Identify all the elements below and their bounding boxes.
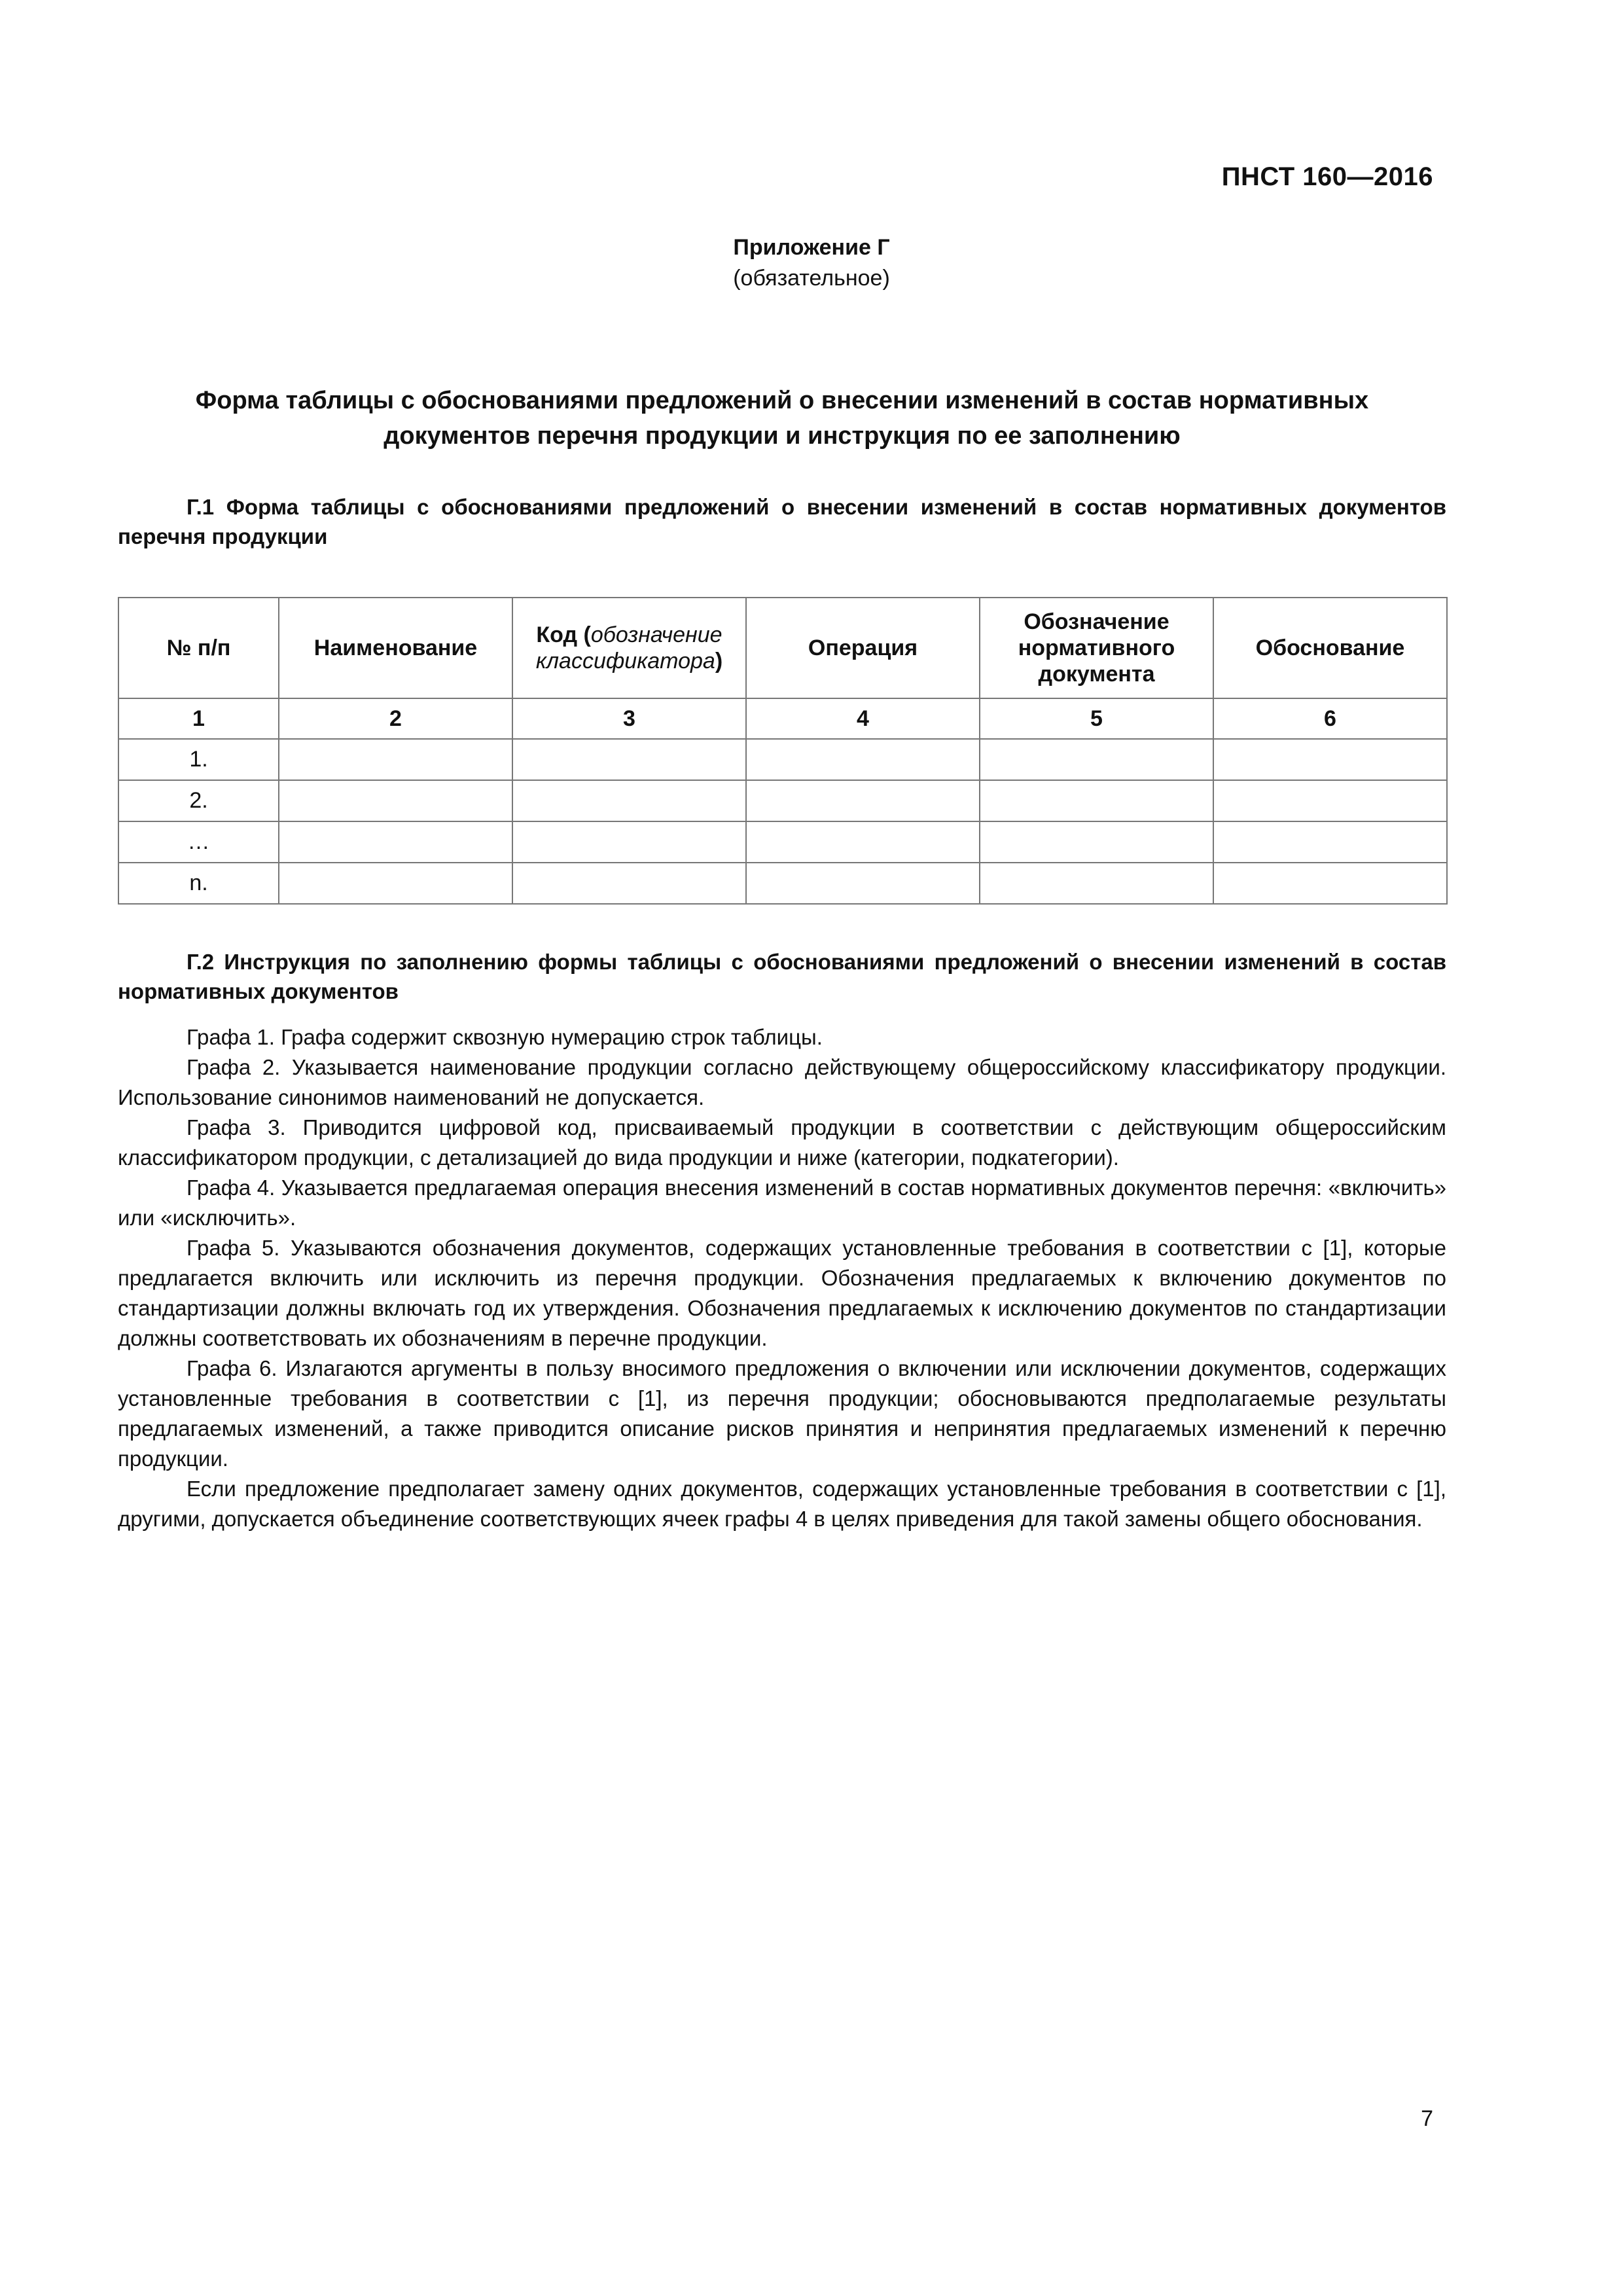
empty-cell [746,780,980,821]
header-cell-number: № п/п [118,598,279,698]
main-title [118,383,1446,454]
paragraph-column-6: Графа 6. Излагаются аргументы в пользу вносимого предложения о включении или исключении документов, содержащих установленные требования в соответствии с [1], из перечня продукции; обосновываются предполагаемые результаты предлагаемых изменений, а также приводится описание рисков принятия и непринятия предлагаемых изменений к перечню продукции. [118,1356,1446,1471]
row-number: 2. [118,780,279,821]
empty-cell [1213,780,1447,821]
table-row [118,780,1447,821]
empty-cell [746,863,980,904]
column-number: 6 [1213,698,1447,739]
empty-cell [279,863,512,904]
section-1-heading: Г.1 Форма таблицы с обоснованиями предложений о внесении изменений в состав нормативных документов перечня продукции [118,495,1446,548]
empty-cell [980,780,1213,821]
instructions-body [118,1022,1446,1534]
paragraph-column-4: Графа 4. Указывается предлагаемая операция внесения изменений в состав нормативных документов перечня: «включить» или «исключить». [118,1175,1446,1230]
table-row [118,821,1447,863]
paragraph-column-2: Графа 2. Указывается наименование продукции согласно действующему общероссийскому классификатору продукции. Использование синонимов наименований не допускается. [118,1055,1446,1109]
appendix-subtitle: (обязательное) [733,266,890,291]
table-row [118,863,1447,904]
main-title-line-2: документов перечня продукции и инструкция по ее заполнению [383,422,1181,450]
header-cell-document: Обозначение нормативного документа [980,598,1213,698]
appendix-title: Приложение Г [733,235,890,260]
empty-cell [279,821,512,863]
column-number: 3 [512,698,746,739]
header-code-italic: обозначение классификатора [535,622,722,673]
empty-cell [279,780,512,821]
header-cell-code: Код (обозначение классификатора) [512,598,746,698]
column-number: 2 [279,698,512,739]
column-number: 4 [746,698,980,739]
column-number: 5 [980,698,1213,739]
main-title-line-1: Форма таблицы с обоснованиями предложений о внесении изменений в состав нормативных [195,387,1369,414]
empty-cell [512,739,746,780]
row-number: n. [118,863,279,904]
header-cell-operation: Операция [746,598,980,698]
section-2-heading: Г.2 Инструкция по заполнению формы таблицы с обоснованиями предложений о внесении изменений в состав нормативных документов [118,950,1446,1003]
empty-cell [746,821,980,863]
empty-cell [980,821,1213,863]
empty-cell [279,739,512,780]
row-number: 1. [118,739,279,780]
empty-cell [1213,863,1447,904]
appendix-heading [0,232,1623,294]
table-row [118,739,1447,780]
row-number: … [118,821,279,863]
empty-cell [512,863,746,904]
empty-cell [980,863,1213,904]
page-number: 7 [1421,2106,1433,2131]
header-code-bold: Код [536,622,578,647]
paragraph-replacement-note: Если предложение предполагает замену одних документов, содержащих установленные требования в соответствии с [1], другими, допускается объединение соответствующих ячеек графы 4 в целях приведения для такой замены общего обоснования. [118,1477,1446,1531]
empty-cell [980,739,1213,780]
justification-form-table [118,597,1448,905]
empty-cell [1213,739,1447,780]
document-code: ПНСТ 160—2016 [1221,162,1433,191]
paragraph-column-1: Графа 1. Графа содержит сквозную нумерацию строк таблицы. [187,1025,823,1049]
empty-cell [746,739,980,780]
empty-cell [1213,821,1447,863]
column-number: 1 [118,698,279,739]
paragraph-column-3: Графа 3. Приводится цифровой код, присваиваемый продукции в соответствии с действующим общероссийским классификатором продукции, с детализацией до вида продукции и ниже (категории, подкатегории). [118,1115,1446,1170]
table-header-row [118,598,1447,698]
header-cell-justification: Обоснование [1213,598,1447,698]
empty-cell [512,780,746,821]
empty-cell [512,821,746,863]
paragraph-column-5: Графа 5. Указываются обозначения документов, содержащих установленные требования в соответствии с [1], которые предлагается включить или исключить из перечня продукции. Обозначения предлагаемых к включению документов по стандартизации должны включать год их утверждения. Обозначения предлагаемых к исключению документов по стандартизации должны соответствовать их обозначениям в перечне продукции. [118,1236,1446,1350]
column-number-row [118,698,1447,739]
header-cell-name: Наименование [279,598,512,698]
